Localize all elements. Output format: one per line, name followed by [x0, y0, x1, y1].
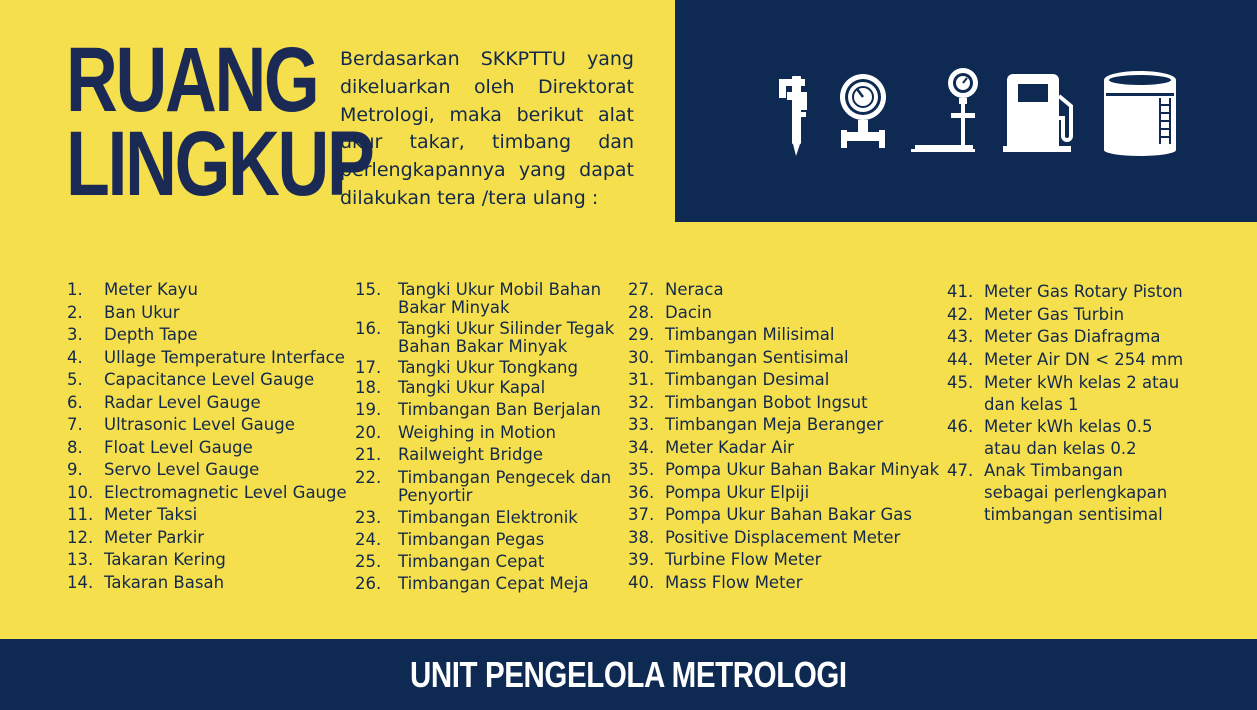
list-item-label: Ban Ukur	[104, 302, 180, 322]
list-item	[67, 326, 347, 344]
list-item-number: 4.	[67, 347, 83, 367]
list-item-label: Dacin	[665, 302, 712, 322]
list-item-number: 25.	[355, 552, 382, 571]
list-column-1	[67, 281, 347, 621]
list-item-label: Ultrasonic Level Gauge	[104, 415, 295, 434]
footer-bar	[0, 639, 1257, 710]
list-item-number: 40.	[628, 572, 655, 592]
list-item-label: Positive Displacement Meter	[665, 527, 901, 547]
list-item	[67, 506, 347, 524]
list-item-label: Takaran Kering	[104, 550, 226, 569]
list-item	[628, 394, 940, 412]
list-item-label: Takaran Basah	[104, 572, 225, 592]
list-item	[67, 484, 347, 502]
list-item-label: Timbangan Pegas	[398, 530, 545, 549]
footer-title: UNIT PENGELOLA METROLOGI	[410, 653, 847, 695]
list-item	[67, 551, 347, 569]
list-item	[355, 446, 617, 464]
intro-paragraph: Berdasarkan SKKPTTU yang dikeluarkan oleh Direktorat Metrologi, maka berikut alat ukur takar, timbang dan perlengkapannya yang dapat dilakukan tera /tera ulang :	[340, 48, 634, 209]
list-item	[947, 304, 1187, 326]
list-item	[947, 281, 1187, 303]
page-title	[66, 29, 373, 215]
list-item-label: Timbangan Desimal	[665, 370, 830, 389]
list-item-label: Timbangan Bobot Ingsut	[665, 392, 868, 412]
list-item-label: Meter Air DN < 254 mm	[984, 349, 1184, 369]
list-item-number: 44.	[947, 349, 974, 369]
list-item	[355, 509, 617, 527]
list-item-label: Depth Tape	[104, 325, 198, 344]
list-item	[67, 529, 347, 547]
list-item-number: 5.	[67, 370, 83, 389]
list-item-number: 38.	[628, 527, 655, 547]
list-item	[355, 553, 617, 571]
list-item-label: Capacitance Level Gauge	[104, 370, 315, 389]
list-item	[628, 574, 940, 592]
list-item-label: Radar Level Gauge	[104, 392, 261, 412]
list-item	[628, 484, 940, 502]
title-line-2: LINGKUP	[66, 113, 373, 215]
list-item-number: 42.	[947, 304, 974, 324]
list-item	[67, 371, 347, 389]
list-item	[355, 424, 617, 442]
list-item-number: 11.	[67, 505, 94, 524]
pressure-gauge-icon	[840, 74, 886, 148]
list-item-label: Meter Kayu	[104, 280, 198, 299]
list-item	[355, 531, 617, 549]
list-item	[628, 439, 940, 457]
list-item	[355, 575, 617, 593]
list-item-number: 47.	[947, 461, 974, 480]
icon-panel	[675, 0, 1257, 222]
list-item	[628, 304, 940, 322]
list-item	[355, 469, 617, 504]
list-item	[67, 461, 347, 479]
list-item-number: 29.	[628, 325, 655, 344]
list-item-label: Meter Taksi	[104, 505, 198, 524]
list-item-number: 37.	[628, 505, 655, 524]
list-item-label: Mass Flow Meter	[665, 572, 803, 592]
list-item	[67, 416, 347, 434]
list-item	[947, 372, 1187, 416]
list-item-number: 30.	[628, 347, 655, 367]
list-item-number: 33.	[628, 415, 655, 434]
list-item-number: 19.	[355, 400, 382, 419]
list-item	[355, 379, 617, 397]
list-item-label: Timbangan Ban Berjalan	[398, 400, 601, 419]
list-item-label: Meter Gas Turbin	[984, 304, 1125, 324]
list-item	[67, 394, 347, 412]
list-item	[628, 551, 940, 569]
list-item-label: Timbangan Elektronik	[398, 508, 578, 527]
list-item	[355, 401, 617, 419]
list-item-number: 31.	[628, 370, 655, 389]
list-item	[947, 326, 1187, 348]
list-item-number: 28.	[628, 302, 655, 322]
list-item-number: 3.	[67, 325, 83, 344]
list-item-number: 26.	[355, 574, 382, 593]
list-item-label: Timbangan Pengecek dan Penyortir	[398, 468, 612, 505]
list-item	[355, 281, 617, 316]
list-item-label: Tangki Ukur Tongkang	[398, 358, 578, 377]
list-item	[628, 416, 940, 434]
list-item-label: Electromagnetic Level Gauge	[104, 482, 347, 502]
list-item-number: 13.	[67, 550, 94, 569]
list-item-number: 9.	[67, 460, 83, 479]
list-item-label: Meter Kadar Air	[665, 437, 794, 457]
list-item-label: Tangki Ukur Kapal	[398, 378, 546, 397]
list-item-label: Turbine Flow Meter	[665, 550, 822, 569]
list-item-number: 32.	[628, 392, 655, 412]
list-item-label: Neraca	[665, 280, 724, 299]
list-item	[355, 320, 617, 355]
list-item-number: 34.	[628, 437, 655, 457]
list-item-number: 21.	[355, 445, 382, 464]
list-item-label: Meter Gas Rotary Piston	[984, 282, 1183, 301]
list-item-label: Anak Timbangan sebagai perlengkapan timbangan sentisimal	[984, 461, 1168, 524]
caliper-icon	[779, 76, 807, 156]
list-item-label: Ullage Temperature Interface	[104, 347, 345, 367]
list-item-label: Timbangan Meja Beranger	[665, 415, 884, 434]
list-item-label: Tangki Ukur Silinder Tegak Bahan Bakar Minyak	[398, 319, 615, 356]
list-item-label: Timbangan Sentisimal	[665, 347, 849, 367]
list-item-number: 23.	[355, 508, 382, 527]
list-item-number: 8.	[67, 437, 83, 457]
list-item	[628, 326, 940, 344]
list-item-number: 2.	[67, 302, 83, 322]
list-item	[628, 349, 940, 367]
list-item	[947, 460, 1187, 526]
list-item-label: Meter kWh kelas 2 atau dan kelas 1	[984, 373, 1180, 414]
list-column-2	[355, 281, 617, 621]
list-item	[947, 349, 1187, 371]
list-item	[947, 416, 1187, 460]
list-item-label: Timbangan Cepat Meja	[398, 574, 589, 593]
list-item-label: Meter Gas Diafragma	[984, 327, 1161, 346]
list-item-number: 20.	[355, 423, 382, 442]
list-item-label: Float Level Gauge	[104, 437, 253, 457]
list-item	[67, 304, 347, 322]
fuel-pump-icon	[1003, 74, 1071, 152]
list-item-number: 24.	[355, 530, 382, 549]
list-item-number: 15.	[355, 280, 382, 299]
list-item-label: Meter Parkir	[104, 527, 205, 547]
title-line-1: RUANG	[66, 29, 318, 131]
list-item-number: 41.	[947, 282, 974, 301]
list-item-label: Servo Level Gauge	[104, 460, 260, 479]
list-item-label: Pompa Ukur Bahan Bakar Gas	[665, 505, 913, 524]
list-item-number: 16.	[355, 319, 382, 338]
list-item-number: 12.	[67, 527, 94, 547]
list-item-label: Timbangan Milisimal	[665, 325, 835, 344]
list-item	[628, 371, 940, 389]
list-item-number: 17.	[355, 358, 382, 377]
list-item-number: 43.	[947, 327, 974, 346]
list-item	[67, 349, 347, 367]
list-item-number: 1.	[67, 280, 83, 299]
list-column-3	[628, 281, 940, 621]
list-item-number: 36.	[628, 482, 655, 502]
list-item-number: 14.	[67, 572, 94, 592]
scale-icon	[911, 68, 978, 152]
list-item-label: Weighing in Motion	[398, 423, 556, 442]
list-item-number: 45.	[947, 373, 974, 392]
list-item-number: 22.	[355, 468, 382, 487]
list-item-label: Meter kWh kelas 0.5 atau dan kelas 0.2	[984, 417, 1153, 458]
list-item-number: 46.	[947, 417, 974, 436]
list-column-4	[947, 281, 1187, 621]
list-item-label: Railweight Bridge	[398, 445, 544, 464]
list-item-number: 18.	[355, 378, 382, 397]
list-item-number: 35.	[628, 460, 655, 479]
list-item	[628, 461, 940, 479]
list-item-label: Tangki Ukur Mobil Bahan Bakar Minyak	[398, 280, 602, 317]
list-item	[67, 439, 347, 457]
list-item-number: 39.	[628, 550, 655, 569]
list-item	[67, 281, 347, 299]
list-item-label: Timbangan Cepat	[398, 552, 545, 571]
list-item-number: 27.	[628, 280, 655, 299]
list-item-label: Pompa Ukur Bahan Bakar Minyak	[665, 460, 940, 479]
list-item	[628, 529, 940, 547]
list-item	[628, 281, 940, 299]
list-item-label: Pompa Ukur Elpiji	[665, 482, 810, 502]
list-item-number: 7.	[67, 415, 83, 434]
storage-tank-icon	[1104, 71, 1176, 156]
list-item	[355, 359, 617, 377]
list-item-number: 10.	[67, 482, 94, 502]
list-item-number: 6.	[67, 392, 83, 412]
list-item	[628, 506, 940, 524]
list-item	[67, 574, 347, 592]
